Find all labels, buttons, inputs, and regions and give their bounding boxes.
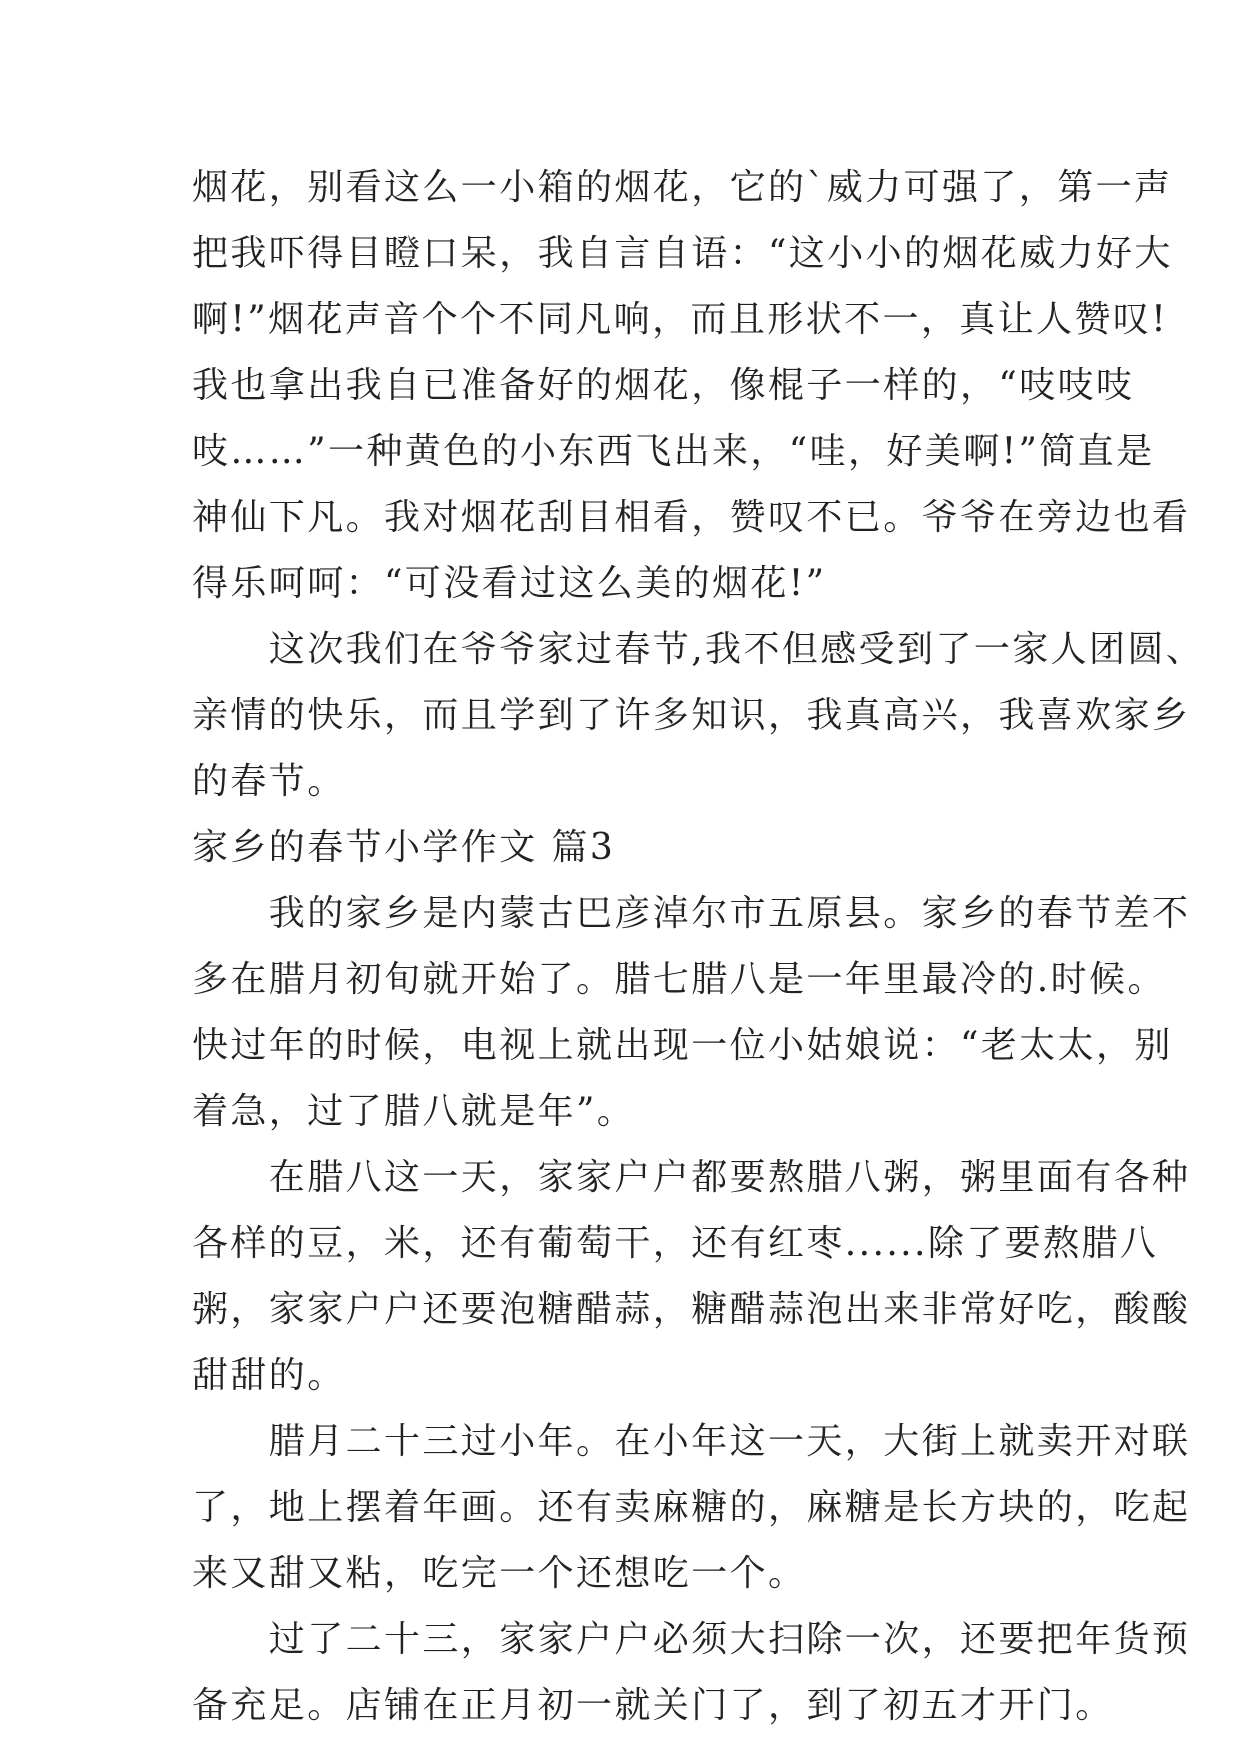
text-line: 快过年的时候，电视上就出现一位小姑娘说：“老太太，别 [192, 1025, 1173, 1066]
text-line: 这次我们在爷爷家过春节,我不但感受到了一家人团圆、 [192, 629, 1205, 670]
text-line: 甜甜的。 [192, 1355, 346, 1396]
text-line: 得乐呵呵：“可没看过这么美的烟花!” [192, 563, 827, 604]
text-line: 粥，家家户户还要泡糖醋蒜，糖醋蒜泡出来非常好吃，酸酸 [192, 1289, 1191, 1330]
text-line: 腊月二十三过小年。在小年这一天，大街上就卖开对联 [192, 1421, 1191, 1462]
text-line: 的春节。 [192, 761, 346, 802]
text-line: 多在腊月初旬就开始了。腊七腊八是一年里最冷的.时候。 [192, 959, 1166, 1000]
text-line: 我的家乡是内蒙古巴彦淖尔市五原县。家乡的春节差不 [192, 893, 1191, 934]
text-line: 来又甜又粘，吃完一个还想吃一个。 [192, 1553, 807, 1594]
text-line: 了，地上摆着年画。还有卖麻糖的，麻糖是长方块的，吃起 [192, 1487, 1191, 1528]
text-line: 神仙下凡。我对烟花刮目相看，赞叹不已。爷爷在旁边也看 [192, 497, 1191, 538]
text-line: 各样的豆，米，还有葡萄干，还有红枣......除了要熬腊八 [192, 1223, 1159, 1264]
text-line: 啊!”烟花声音个个不同凡响，而且形状不一，真让人赞叹! [192, 299, 1169, 340]
section-heading: 家乡的春节小学作文 篇3 [192, 827, 616, 868]
text-line: 着急，过了腊八就是年”。 [192, 1091, 636, 1132]
essay-text [192, 155, 1205, 1739]
text-line: 把我吓得目瞪口呆，我自言自语：“这小小的烟花威力好大 [192, 233, 1173, 274]
text-line: 在腊八这一天，家家户户都要熬腊八粥，粥里面有各种 [192, 1157, 1191, 1198]
text-line: 吱……”一种黄色的小东西飞出来，“哇，好美啊!”简直是 [192, 431, 1155, 472]
text-line: 备充足。店铺在正月初一就关门了，到了初五才开门。 [192, 1685, 1114, 1726]
text-line: 亲情的快乐，而且学到了许多知识，我真高兴，我喜欢家乡 [192, 695, 1191, 736]
text-line: 过了二十三，家家户户必须大扫除一次，还要把年货预 [192, 1619, 1191, 1660]
text-line: 烟花，别看这么一小箱的烟花，它的`威力可强了，第一声 [192, 167, 1173, 208]
text-line: 我也拿出我自已准备好的烟花，像棍子一样的，“吱吱吱 [192, 365, 1135, 406]
